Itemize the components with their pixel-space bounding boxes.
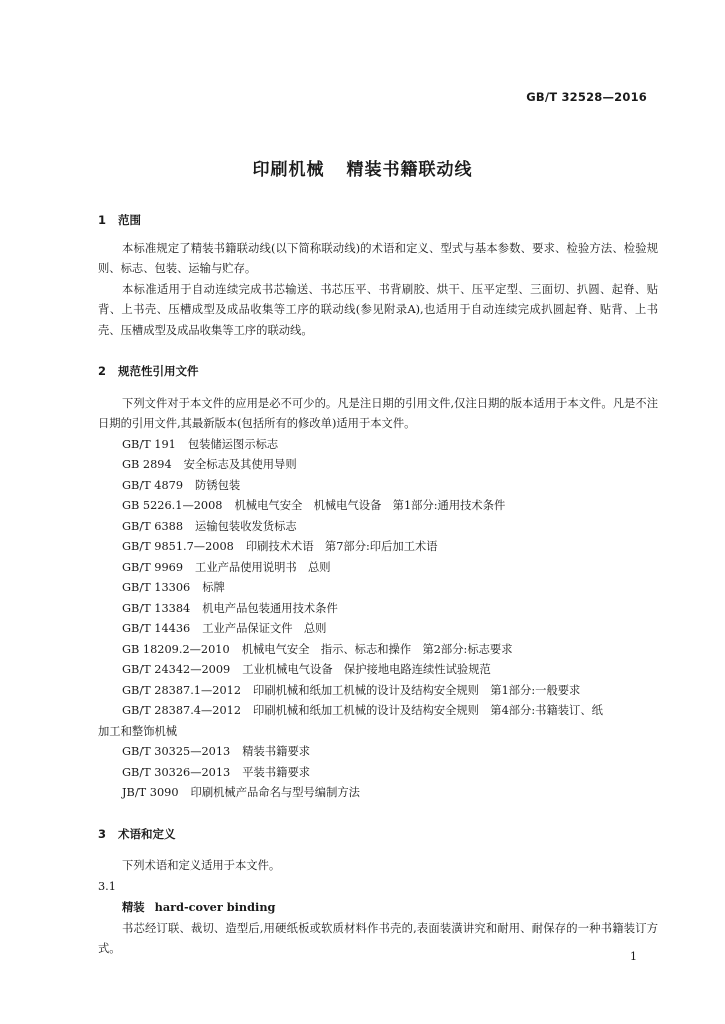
reference-item (98, 537, 658, 558)
reference-item (98, 619, 658, 640)
document-title (0, 155, 725, 180)
reference-title: 平装书籍要求 (242, 765, 311, 779)
section-title: 术语和定义 (118, 826, 176, 841)
reference-list (98, 435, 658, 804)
reference-item (98, 763, 658, 784)
section-title: 规范性引用文件 (118, 364, 199, 378)
reference-title: 印刷机械产品命名与型号编制方法 (190, 786, 360, 799)
reference-title: 工业机械电气设备 保护接地电路连续性试验规范 (242, 663, 491, 676)
reference-item (98, 681, 658, 702)
reference-code: GB/T 13306 (122, 581, 191, 594)
reference-title: 机械电气安全 机械电气设备 第1部分:通用技术条件 (234, 499, 506, 512)
reference-item (98, 701, 658, 722)
reference-title: 精装书籍要求 (242, 745, 311, 758)
standard-code: GB/T 32528—2016 (526, 90, 647, 104)
reference-code: JB/T 3090 (122, 786, 179, 799)
term-definition: 书芯经订联、裁切、造型后,用硬纸板或软质材料作书壳的,表面装潢讲究和耐用、耐保存的一种书籍装订方式。 (98, 921, 658, 955)
reference-code: GB/T 9851.7—2008 (122, 540, 234, 553)
page-number: 1 (630, 950, 637, 963)
reference-title: 防锈包装 (195, 478, 241, 492)
document-body (98, 210, 658, 960)
reference-title: 印刷技术术语 第7部分:印后加工术语 (245, 540, 438, 553)
reference-code: GB 5226.1—2008 (122, 499, 223, 512)
section-number: 3 (98, 826, 107, 841)
term-name-zh: 精装 (122, 901, 145, 914)
reference-item (98, 599, 658, 620)
reference-code: GB/T 28387.1—2012 (122, 683, 242, 697)
section-1-paragraph-1: 本标准规定了精装书籍联动线(以下简称联动线)的术语和定义、型式与基本参数、要求、检验方法、检验规则、标志、包装、运输与贮存。 (98, 241, 658, 275)
reference-title: 机电产品包装通用技术条件 (202, 601, 338, 615)
reference-title: 安全标志及其使用导则 (183, 458, 297, 471)
reference-title: 工业产品使用说明书 总则 (195, 560, 331, 574)
reference-item (98, 783, 658, 804)
reference-item (98, 578, 658, 599)
reference-item (98, 742, 658, 763)
reference-title: 印刷机械和纸加工机械的设计及结构安全规则 第4部分:书籍装订、纸 (253, 704, 603, 717)
reference-title-continuation: 加工和整饰机械 (98, 724, 178, 738)
reference-code: GB 18209.2—2010 (122, 642, 230, 656)
reference-title: 工业产品保证文件 总则 (202, 622, 327, 635)
term-name-en: hard-cover binding (154, 900, 276, 914)
section-number: 2 (98, 364, 107, 378)
reference-item (98, 517, 658, 538)
reference-item (98, 558, 658, 579)
reference-title: 运输包装收发货标志 (195, 519, 297, 533)
reference-code: GB/T 28387.4—2012 (122, 704, 242, 717)
reference-code: GB/T 13384 (122, 601, 191, 615)
title-part-2: 精装书籍联动线 (346, 160, 473, 180)
reference-item (98, 660, 658, 681)
reference-code: GB/T 30326—2013 (122, 765, 231, 779)
section-1-heading (98, 210, 658, 231)
reference-title: 标牌 (202, 581, 225, 594)
reference-title: 机械电气安全 指示、标志和操作 第2部分:标志要求 (241, 642, 513, 656)
section-number: 1 (98, 213, 107, 227)
reference-code: GB/T 4879 (122, 478, 184, 492)
section-2-heading (98, 361, 658, 382)
reference-code: GB/T 191 (122, 437, 176, 451)
reference-code: GB/T 14436 (122, 622, 191, 635)
reference-title: 印刷机械和纸加工机械的设计及结构安全规则 第1部分:一般要求 (253, 683, 581, 697)
reference-item (98, 640, 658, 661)
section-1-paragraph-2: 本标准适用于自动连续完成书芯输送、书芯压平、书背刷胶、烘干、压平定型、三面切、扒圆、起脊、贴背、上书壳、压槽成型及成品收集等工序的联动线(参见附录A),也适用于自动连续完成扒圆起脊、贴背、上书壳、压槽成型及成品收集等工序的联动线。 (98, 282, 658, 337)
reference-title: 包装储运图示标志 (187, 437, 279, 451)
reference-code: GB/T 9969 (122, 560, 184, 574)
section-title: 范围 (118, 213, 141, 227)
term-heading (98, 897, 658, 919)
section-3-intro: 下列术语和定义适用于本文件。 (122, 859, 281, 872)
reference-item (98, 435, 658, 456)
reference-code: GB 2894 (122, 458, 172, 471)
reference-code: GB/T 24342—2009 (122, 663, 231, 676)
reference-item (98, 496, 658, 517)
reference-code: GB/T 30325—2013 (122, 745, 231, 758)
section-2-intro: 下列文件对于本文件的应用是必不可少的。凡是注日期的引用文件,仅注日期的版本适用于本文件。凡是不注日期的引用文件,其最新版本(包括所有的修改单)适用于本文件。 (98, 396, 658, 430)
title-part-1: 印刷机械 (252, 160, 325, 180)
section-3-heading (98, 824, 658, 845)
reference-item (98, 455, 658, 476)
reference-code: GB/T 6388 (122, 519, 184, 533)
reference-item (98, 476, 658, 497)
term-number: 3.1 (98, 879, 116, 893)
